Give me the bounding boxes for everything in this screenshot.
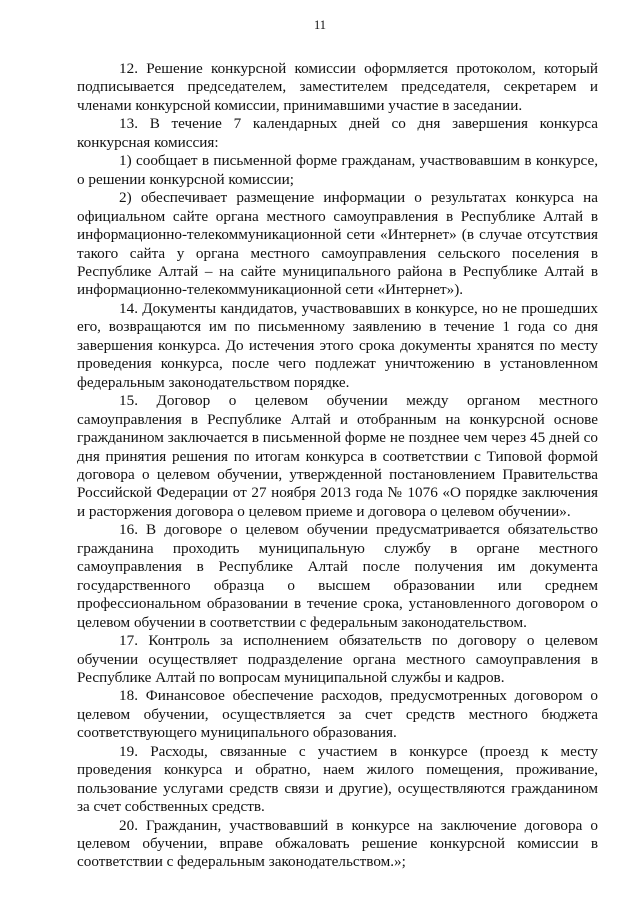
- paragraph-13-item-1: 1) сообщает в письменной форме гражданам, участвовавшим в конкурсе, о решении конкурсной комиссии;: [77, 152, 598, 188]
- paragraph-19: 19. Расходы, связанные с участием в конкурсе (проезд к месту проведения конкурса и обратно, наем жилого помещения, проживание, пользование услугами средств связи и другие), осуществляются гражданином за счет собственных средств.: [77, 742, 598, 816]
- paragraph-20: 20. Гражданин, участвовавший в конкурсе на заключение договора о целевом обучении, вправе обжаловать решение конкурсной комиссии в соответствии с федеральным законодательством.»;: [77, 816, 598, 871]
- paragraph-15: 15. Договор о целевом обучении между органом местного самоуправления в Республике Алтай и отобранным на конкурсной основе гражданином заключается в письменной форме не позднее чем через 45 дней со дня принятия решения по итогам конкурса в соответствии с Типовой формой договора о целевом обучении, утвержденной постановлением Правительства Российской Федерации от 27 ноября 2013 года № 1076 «О порядке заключения и расторжения договора о целевом приеме и договора о целевом обучении».: [77, 392, 598, 520]
- paragraph-14: 14. Документы кандидатов, участвовавших в конкурсе, но не прошедших его, возвращаются им по письменному заявлению в течение 1 года со дня завершения конкурса. До истечения этого срока документы хранятся по месту проведения конкурса, после чего подлежат уничтожению в установленном федеральным законодательством порядке.: [77, 299, 598, 391]
- paragraph-13-item-2: 2) обеспечивает размещение информации о результатах конкурса на официальном сайте органа местного самоуправления в Республике Алтай в информационно-телекоммуникационной сети «Интернет» (в случае отсутствия такого сайта у органа местного самоуправления сельского поселения в Республике Алтай – на сайте муниципального района в Республике Алтай в информационно-телекоммуникационной сети «Интернет»).: [77, 189, 598, 299]
- document-body: [77, 60, 598, 872]
- paragraph-13: 13. В течение 7 календарных дней со дня завершения конкурса конкурсная комиссия:: [77, 115, 598, 151]
- paragraph-18: 18. Финансовое обеспечение расходов, предусмотренных договором о целевом обучении, осуществляется за счет средств местного бюджета соответствующего муниципального образования.: [77, 687, 598, 742]
- paragraph-16: 16. В договоре о целевом обучении предусматривается обязательство гражданина проходить муниципальную службу в органе местного самоуправления в Республике Алтай после получения им документа государственного образца о высшем образовании или среднем профессиональном образовании в течение срока, установленного договором о целевом обучении в соответствии с федеральным законодательством.: [77, 521, 598, 631]
- page-number: 11: [313, 18, 327, 32]
- paragraph-17: 17. Контроль за исполнением обязательств по договору о целевом обучении осуществляет подразделение органа местного самоуправления в Республике Алтай по вопросам муниципальной службы и кадров.: [77, 632, 598, 686]
- paragraph-12: 12. Решение конкурсной комиссии оформляется протоколом, который подписывается председателем, заместителем председателя, секретарем и членами конкурсной комиссии, принимавшими участие в заседании.: [77, 60, 598, 114]
